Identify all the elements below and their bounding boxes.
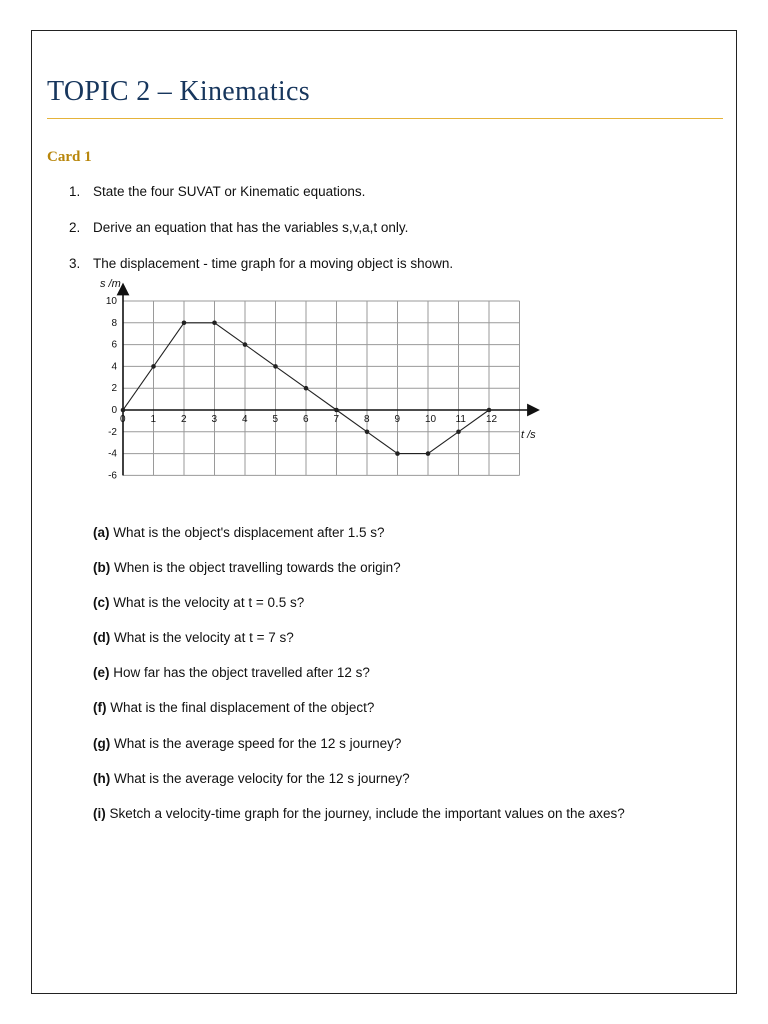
subquestion-label: (i): [93, 806, 106, 821]
x-tick-label: 3: [211, 414, 218, 425]
subquestion-text: What is the velocity at t = 7 s?: [114, 630, 294, 645]
y-tick-label: 6: [111, 339, 117, 351]
data-point: [395, 451, 400, 456]
subquestion-label: (e): [93, 665, 110, 680]
chart-axes: [123, 289, 534, 475]
subquestion-a: [93, 525, 384, 540]
x-tick-label: 9: [394, 414, 401, 425]
data-point: [334, 408, 339, 413]
data-point: [243, 342, 248, 347]
x-tick-label: 5: [272, 414, 279, 425]
x-tick-label: 8: [364, 414, 370, 425]
y-tick-label: -4: [108, 448, 117, 460]
data-point: [365, 430, 370, 435]
data-point: [151, 364, 156, 369]
subquestion-text: Sketch a velocity-time graph for the journey, include the important values on the axes?: [109, 806, 625, 821]
x-tick-label: 7: [333, 414, 340, 425]
subquestion-text: What is the object's displacement after 1.5 s?: [113, 525, 385, 540]
question-number: 1.: [69, 184, 81, 199]
y-tick-label: 2: [111, 383, 117, 395]
question-number: 3.: [69, 256, 81, 271]
data-point: [121, 408, 126, 413]
data-point: [212, 321, 217, 326]
page-title: TOPIC 2 – Kinematics: [47, 76, 310, 107]
subquestion-text: How far has the object travelled after 12 s?: [113, 665, 370, 680]
subquestion-f: [93, 700, 374, 715]
y-axis-label: s /m: [100, 278, 121, 290]
subquestion-text: What is the velocity at t = 0.5 s?: [113, 595, 305, 610]
x-tick-label: 12: [486, 414, 498, 425]
chart-grid: [123, 301, 520, 475]
y-tick-label: 0: [111, 405, 117, 416]
x-tick-label: 10: [425, 414, 437, 425]
subquestion-label: (b): [93, 560, 111, 575]
data-point: [304, 386, 309, 391]
subquestion-label: (f): [93, 700, 107, 715]
y-tick-label: -6: [108, 470, 117, 482]
data-point: [182, 321, 187, 326]
subquestion-b: [93, 560, 401, 575]
data-point: [487, 408, 492, 413]
data-point: [456, 430, 461, 435]
question-text: The displacement - time graph for a moving object is shown.: [93, 256, 454, 271]
subquestion-e: [93, 665, 370, 680]
x-tick-label: 0: [120, 414, 126, 425]
x-tick-label: 11: [455, 414, 466, 425]
y-tick-label: 10: [105, 296, 117, 307]
y-tick-label: -2: [108, 426, 117, 438]
subquestion-label: (a): [93, 525, 110, 540]
x-tick-label: 6: [303, 414, 309, 425]
subquestion-text: What is the average velocity for the 12 s journey?: [114, 771, 410, 786]
subquestion-i: [93, 806, 625, 821]
question-number: 2.: [69, 220, 81, 235]
data-point: [273, 364, 278, 369]
data-point: [426, 451, 431, 456]
y-tick-label: 4: [111, 361, 117, 373]
subquestion-g: [93, 736, 401, 751]
subquestion-label: (h): [93, 771, 111, 786]
subquestion-label: (g): [93, 736, 111, 751]
x-axis-label: t /s: [521, 429, 536, 441]
subquestion-label: (d): [93, 630, 111, 645]
y-tick-label: 8: [111, 317, 117, 329]
question-text: State the four SUVAT or Kinematic equations.: [93, 184, 366, 199]
subquestion-h: [93, 771, 410, 786]
subquestion-text: What is the final displacement of the object?: [110, 700, 375, 715]
displacement-time-graph: [0, 0, 768, 500]
x-tick-label: 4: [242, 414, 248, 425]
subquestion-text: What is the average speed for the 12 s journey?: [114, 736, 402, 751]
subquestion-text: When is the object travelling towards the origin?: [114, 560, 401, 575]
subquestion-c: [93, 595, 304, 610]
subquestion-label: (c): [93, 595, 110, 610]
card-label: Card 1: [47, 149, 92, 165]
question-text: Derive an equation that has the variables s,v,a,t only.: [93, 220, 409, 235]
x-tick-label: 2: [181, 414, 187, 425]
subquestion-d: [93, 630, 294, 645]
x-tick-label: 1: [150, 414, 157, 425]
